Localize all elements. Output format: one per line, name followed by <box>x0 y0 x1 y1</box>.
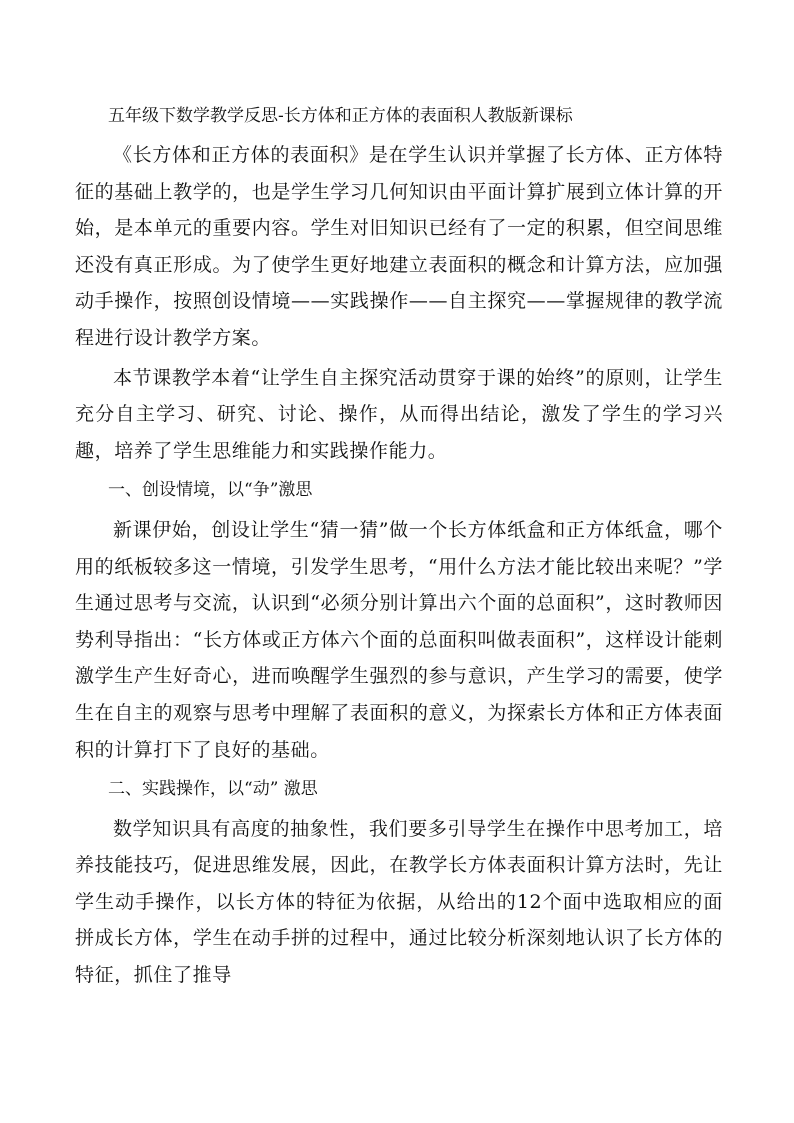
document-title: 五年级下数学教学反思-长方体和正方体的表面积人教版新课标 <box>108 106 573 126</box>
document-page <box>75 98 723 994</box>
section-1-heading: 一、创设情境，以“争”激思 <box>108 480 313 501</box>
section-1-body: 新课伊始，创设让学生“猜一猜”做一个长方体纸盒和正方体纸盒，哪个用的纸板较多这一情境，引发学生思考，“用什么方法才能比较出来呢？”学生通过思考与交流，认识到“必须分别计算出六个面的总面积”，这时教师因势利导指出：“长方体或正方体六个面的总面积叫做表面积”，这样设计能刺激学生产生好奇心，进而唤醒学生强烈的参与意识，产生学习的需要，使学生在自主的观察与思考中理解了表面积的意义，为探索长方体和正方体表面积的计算打下了良好的基础。 <box>75 518 723 761</box>
intro-paragraph-1: 《长方体和正方体的表面积》是在学生认识并掌握了长方体、正方体特征的基础上教学的，也是学生学习几何知识由平面计算扩展到立体计算的开始，是本单元的重要内容。学生对旧知识已经有了一定的积累，但空间思维还没有真正形成。为了使学生更好地建立表面积的概念和计算方法，应加强动手操作，按照创设情境——实践操作——自主探究——掌握规律的教学流程进行设计教学方案。 <box>75 144 723 349</box>
section-2-heading: 二、实践操作，以“动” 激思 <box>108 779 318 800</box>
intro-paragraph-2: 本节课教学本着“让学生自主探究活动贯穿于课的始终”的原则，让学生充分自主学习、研究、讨论、操作，从而得出结论，激发了学生的学习兴趣，培养了学生思维能力和实践操作能力。 <box>75 366 723 462</box>
section-2-body: 数学知识具有高度的抽象性，我们要多引导学生在操作中思考加工，培养技能技巧，促进思维发展，因此，在教学长方体表面积计算方法时，先让学生动手操作，以长方体的特征为依据，从给出的12个面中选取相应的面拼成长方体，学生在动手拼的过程中，通过比较分析深刻地认识了长方体的特征，抓住了推导 <box>75 817 723 987</box>
